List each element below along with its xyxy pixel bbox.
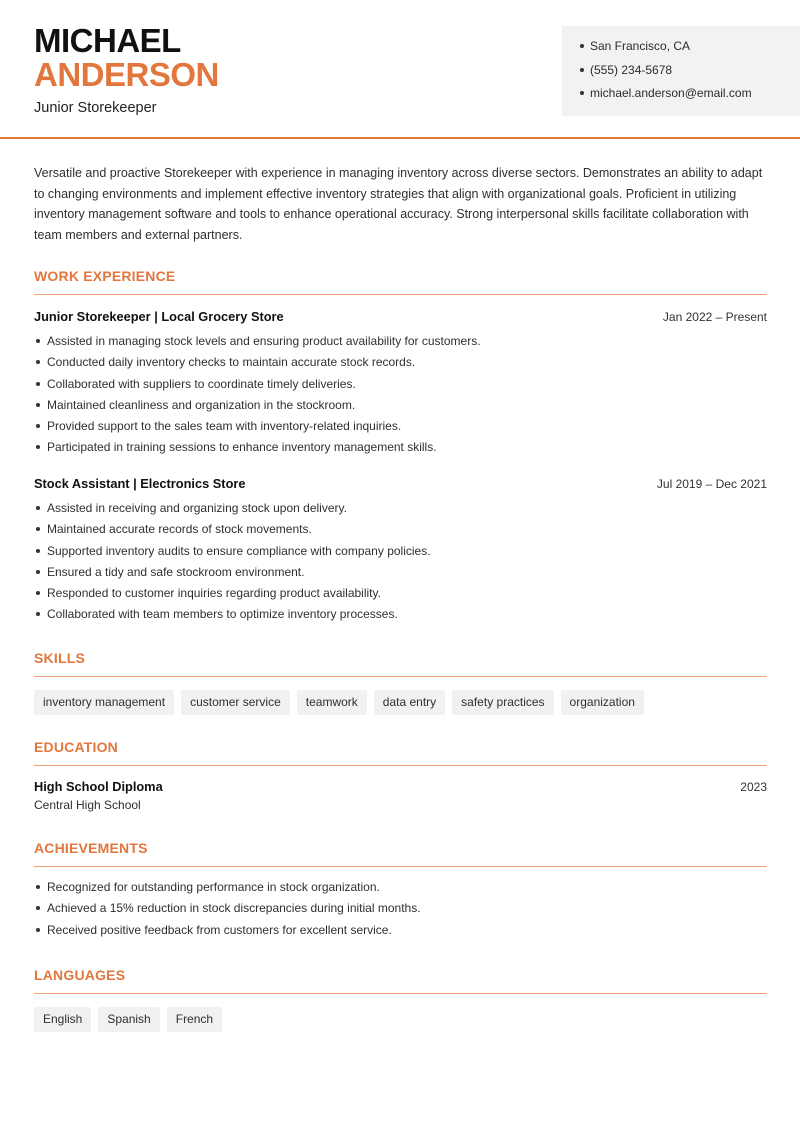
- language-tag: English: [34, 1007, 91, 1032]
- language-tag: French: [167, 1007, 222, 1032]
- education-year: 2023: [740, 780, 767, 794]
- list-item: Responded to customer inquiries regarding product availability.: [34, 584, 767, 605]
- skills-list: [34, 690, 767, 715]
- skill-tag: safety practices: [452, 690, 553, 715]
- last-name: ANDERSON: [34, 56, 219, 93]
- job-dates: Jul 2019 – Dec 2021: [656, 477, 767, 491]
- achievements-section: [34, 840, 767, 942]
- contact-box: [562, 26, 800, 116]
- section-title-education: EDUCATION: [34, 739, 767, 766]
- list-item: Collaborated with team members to optimize inventory processes.: [34, 605, 767, 626]
- list-item: Achieved a 15% reduction in stock discrepancies during initial months.: [34, 899, 767, 920]
- list-item: Maintained accurate records of stock movements.: [34, 520, 767, 541]
- list-item: Recognized for outstanding performance in stock organization.: [34, 878, 767, 899]
- skill-tag: inventory management: [34, 690, 174, 715]
- skill-tag: teamwork: [297, 690, 367, 715]
- summary: Versatile and proactive Storekeeper with experience in managing inventory across diverse sectors. Demonstrates an ability to adapt to changing environments and implement effective inventory strategies that align with organizational goals. Proficient in utilizing inventory management software and tools to enhance operational accuracy. Strong interpersonal skills facilitate collaboration with team members and external partners.: [34, 166, 763, 243]
- section-title-skills: SKILLS: [34, 650, 767, 677]
- list-item: Conducted daily inventory checks to maintain accurate stock records.: [34, 353, 767, 374]
- skill-tag: data entry: [374, 690, 445, 715]
- job-title-company: Junior Storekeeper | Local Grocery Store: [34, 309, 284, 324]
- list-item: Collaborated with suppliers to coordinate timely deliveries.: [34, 375, 767, 396]
- list-item: Assisted in managing stock levels and ensuring product availability for customers.: [34, 332, 767, 353]
- list-item: Participated in training sessions to enhance inventory management skills.: [34, 438, 767, 459]
- job-dates: Jan 2022 – Present: [662, 310, 767, 324]
- education-section: [34, 739, 767, 812]
- contact-location: San Francisco, CA: [580, 37, 800, 61]
- job-title: Junior Storekeeper: [34, 100, 157, 116]
- achievements-list: [34, 878, 767, 942]
- work-experience-section: [34, 268, 767, 295]
- list-item: Ensured a tidy and safe stockroom environment.: [34, 563, 767, 584]
- section-title-languages: LANGUAGES: [34, 967, 767, 994]
- list-item: Assisted in receiving and organizing stock upon delivery.: [34, 499, 767, 520]
- list-item: Received positive feedback from customers for excellent service.: [34, 921, 767, 942]
- job-title-company: Stock Assistant | Electronics Store: [34, 476, 246, 491]
- candidate-name: [34, 24, 219, 92]
- education-school: Central High School: [34, 798, 141, 812]
- skill-tag: organization: [561, 690, 644, 715]
- section-title-work: WORK EXPERIENCE: [34, 268, 767, 295]
- section-title-achievements: ACHIEVEMENTS: [34, 840, 767, 867]
- languages-section: [34, 967, 767, 1032]
- list-item: Provided support to the sales team with inventory-related inquiries.: [34, 417, 767, 438]
- education-degree: High School Diploma: [34, 779, 163, 794]
- contact-email[interactable]: michael.anderson@email.com: [580, 84, 800, 108]
- list-item: Supported inventory audits to ensure compliance with company policies.: [34, 542, 767, 563]
- resume-header: [0, 0, 800, 139]
- skills-section: [34, 650, 767, 715]
- languages-list: [34, 1007, 767, 1032]
- job-bullets: [34, 499, 767, 627]
- contact-phone: (555) 234-5678: [580, 61, 800, 85]
- skill-tag: customer service: [181, 690, 290, 715]
- job-bullets: [34, 332, 767, 460]
- job-entry: [34, 476, 767, 627]
- job-entry: [34, 309, 767, 460]
- language-tag: Spanish: [98, 1007, 159, 1032]
- list-item: Maintained cleanliness and organization in the stockroom.: [34, 396, 767, 417]
- first-name: MICHAEL: [34, 22, 181, 59]
